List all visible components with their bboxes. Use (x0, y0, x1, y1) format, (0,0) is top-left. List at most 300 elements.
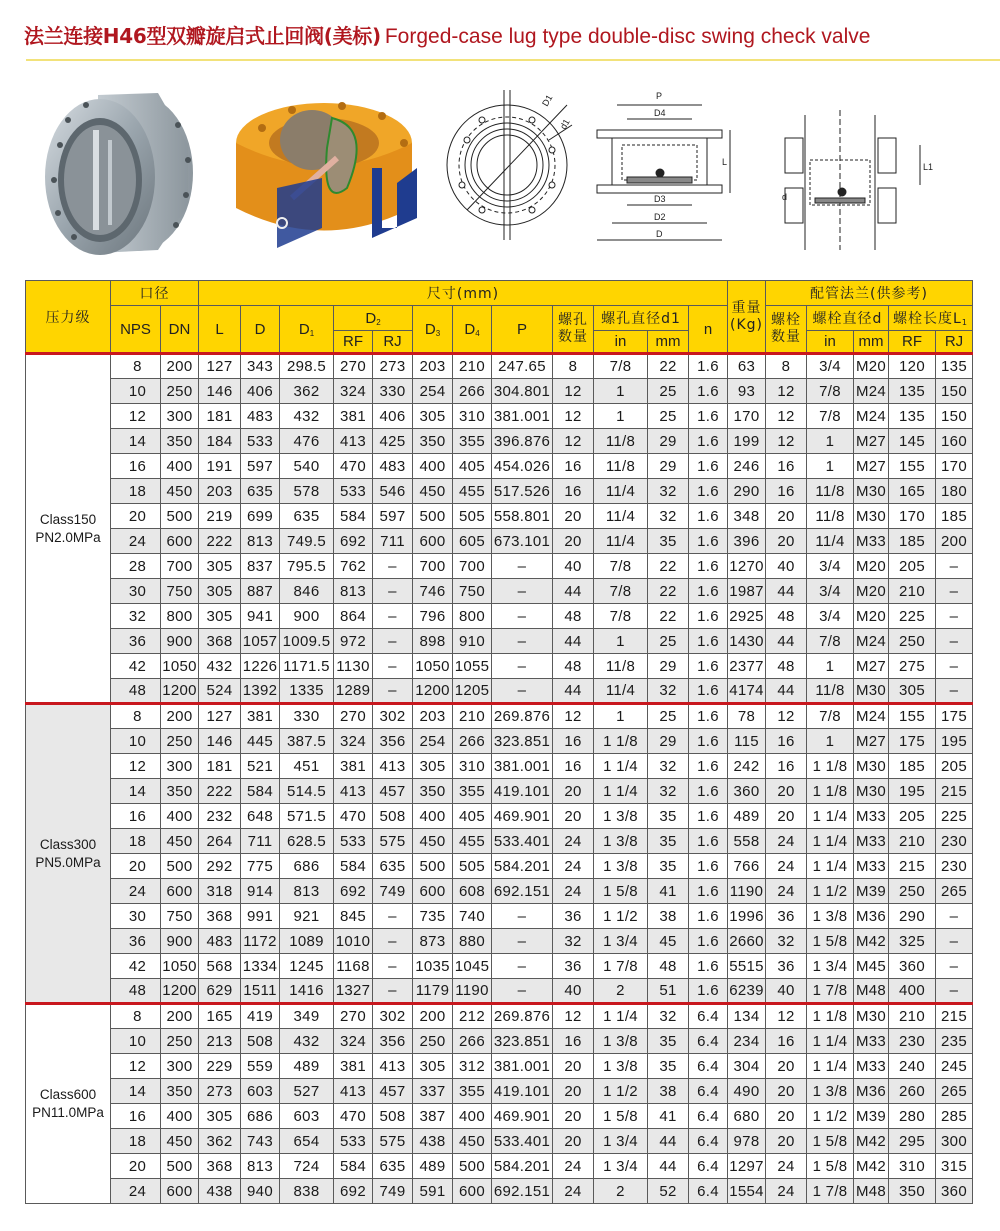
table-cell: 11/4 (594, 529, 648, 554)
table-cell: 349 (280, 1004, 334, 1029)
pressure-rating-label: PN2.0MPa (35, 529, 101, 545)
table-cell: 578 (280, 479, 334, 504)
table-cell: 8 (111, 704, 161, 729)
table-cell: 134 (728, 1004, 766, 1029)
table-cell: 48 (553, 604, 594, 629)
table-cell: 10 (111, 379, 161, 404)
table-cell: 16 (553, 479, 594, 504)
table-cell: 451 (280, 754, 334, 779)
table-cell: 600 (161, 529, 199, 554)
table-cell: 1 5/8 (594, 879, 648, 904)
table-cell: 400 (161, 804, 199, 829)
header-bolt-in: in (807, 331, 854, 354)
table-cell: 12 (553, 1004, 594, 1029)
table-cell: 1270 (728, 554, 766, 579)
table-cell: M45 (854, 954, 889, 979)
table-cell: – (492, 929, 553, 954)
table-cell: – (936, 679, 973, 704)
table-cell: 35 (648, 829, 689, 854)
table-cell: 20 (766, 529, 807, 554)
table-cell: 38 (648, 904, 689, 929)
table-cell: 212 (453, 1004, 492, 1029)
table-cell: 215 (936, 779, 973, 804)
table-cell: 735 (413, 904, 453, 929)
table-cell: 584.201 (492, 854, 553, 879)
table-cell: 1045 (453, 954, 492, 979)
table-cell: 300 (161, 404, 199, 429)
table-cell: 8 (111, 354, 161, 379)
table-cell: 36 (553, 954, 594, 979)
table-cell: 500 (453, 1154, 492, 1179)
table-cell: 165 (199, 1004, 241, 1029)
table-cell: – (492, 654, 553, 679)
table-cell: M48 (854, 979, 889, 1004)
table-cell: 280 (889, 1104, 936, 1129)
table-cell: 699 (241, 504, 280, 529)
table-cell: 25 (648, 704, 689, 729)
table-cell: 1 1/4 (594, 779, 648, 804)
table-cell: 6.4 (689, 1129, 728, 1154)
table-cell: 1050 (161, 954, 199, 979)
table-cell: M20 (854, 579, 889, 604)
table-cell: 200 (161, 704, 199, 729)
table-cell: 455 (453, 479, 492, 504)
table-cell: 381.001 (492, 404, 553, 429)
table-cell: 813 (241, 1154, 280, 1179)
table-cell: 508 (373, 804, 413, 829)
table-cell: 18 (111, 1129, 161, 1154)
table-cell: 270 (334, 1004, 373, 1029)
table-cell: 20 (766, 779, 807, 804)
table-cell: 1 1/8 (807, 754, 854, 779)
table-cell: 213 (199, 1029, 241, 1054)
table-cell: 44 (766, 629, 807, 654)
table-cell: 584 (334, 854, 373, 879)
table-cell: 419 (241, 1004, 280, 1029)
table-cell: 2 (594, 979, 648, 1004)
table-cell: 265 (936, 1079, 973, 1104)
table-cell: 215 (936, 1004, 973, 1029)
header-d2-rf: RF (334, 331, 373, 354)
table-cell: 1 (807, 429, 854, 454)
table-cell: 16 (553, 1029, 594, 1054)
table-cell: 900 (280, 604, 334, 629)
table-cell: 517.526 (492, 479, 553, 504)
table-cell: 533.401 (492, 829, 553, 854)
table-cell: 813 (241, 529, 280, 554)
table-cell: 1 1/4 (807, 1029, 854, 1054)
table-cell: 298.5 (280, 354, 334, 379)
table-cell: 533 (334, 829, 373, 854)
table-cell: 4174 (728, 679, 766, 704)
table-cell: 300 (161, 754, 199, 779)
table-cell: 750 (161, 579, 199, 604)
table-cell: 1 3/8 (807, 1079, 854, 1104)
table-cell: 14 (111, 1079, 161, 1104)
table-cell: 234 (728, 1029, 766, 1054)
table-cell: 35 (648, 804, 689, 829)
table-cell: 44 (766, 579, 807, 604)
table-cell: 1554 (728, 1179, 766, 1204)
table-cell: 48 (111, 679, 161, 704)
table-cell: 600 (161, 879, 199, 904)
table-cell: 900 (161, 629, 199, 654)
header-dimensions: 尺寸(mm) (199, 281, 728, 306)
table-cell: 425 (373, 429, 413, 454)
table-cell: 44 (648, 1129, 689, 1154)
table-cell: 686 (280, 854, 334, 879)
table-cell: 6.4 (689, 1029, 728, 1054)
table-cell: 25 (648, 404, 689, 429)
table-cell: 200 (161, 354, 199, 379)
table-cell: 1.6 (689, 579, 728, 604)
table-cell: – (936, 579, 973, 604)
table-cell: 343 (241, 354, 280, 379)
table-cell: 18 (111, 479, 161, 504)
table-cell: 12 (553, 404, 594, 429)
table-cell: 305 (889, 679, 936, 704)
table-cell: 24 (766, 829, 807, 854)
table-cell: 505 (453, 854, 492, 879)
table-cell: M33 (854, 1054, 889, 1079)
table-cell: 1.6 (689, 829, 728, 854)
table-cell: – (373, 904, 413, 929)
table-cell: 3/4 (807, 579, 854, 604)
table-cell: 20 (553, 1079, 594, 1104)
table-cell: 20 (766, 1079, 807, 1104)
table-cell: 450 (161, 479, 199, 504)
table-cell: 24 (766, 1154, 807, 1179)
table-cell: 350 (413, 429, 453, 454)
table-cell: 575 (373, 1129, 413, 1154)
label-d4: D4 (654, 108, 666, 118)
table-cell: 1 1/4 (807, 829, 854, 854)
table-cell: 266 (453, 1029, 492, 1054)
table-cell: 7/8 (807, 629, 854, 654)
table-cell: M27 (854, 729, 889, 754)
table-row (26, 954, 973, 979)
table-cell: 150 (936, 404, 973, 429)
table-cell: 7/8 (807, 404, 854, 429)
table-cell: 235 (936, 1029, 973, 1054)
table-row (26, 1154, 973, 1179)
table-cell: 200 (161, 1004, 199, 1029)
table-cell: 210 (889, 1004, 936, 1029)
table-cell: 180 (936, 479, 973, 504)
table-cell: 350 (413, 779, 453, 804)
table-cell: 608 (453, 879, 492, 904)
table-cell: 692 (334, 529, 373, 554)
table-cell: – (936, 604, 973, 629)
table-cell: 146 (199, 729, 241, 754)
table-cell: 1179 (413, 979, 453, 1004)
table-cell: 203 (199, 479, 241, 504)
table-cell: 546 (373, 479, 413, 504)
front-view-drawing (437, 85, 587, 240)
table-cell: 12 (766, 404, 807, 429)
table-header (26, 281, 973, 354)
table-cell: 837 (241, 554, 280, 579)
table-cell: 20 (553, 529, 594, 554)
table-cell: 302 (373, 1004, 413, 1029)
table-cell: 483 (373, 454, 413, 479)
table-cell: 7/8 (807, 704, 854, 729)
table-cell: 20 (766, 1054, 807, 1079)
table-cell: 7/8 (594, 554, 648, 579)
table-cell: 600 (413, 879, 453, 904)
table-cell: 11/4 (594, 479, 648, 504)
table-cell: 470 (334, 454, 373, 479)
table-cell: 360 (728, 779, 766, 804)
table-cell: 795.5 (280, 554, 334, 579)
table-cell: 11/8 (807, 679, 854, 704)
table-cell: 1 5/8 (807, 1154, 854, 1179)
table-row (26, 429, 973, 454)
table-cell: 2925 (728, 604, 766, 629)
table-cell: 20 (553, 1054, 594, 1079)
table-cell: 1 3/8 (594, 854, 648, 879)
table-cell: 1.6 (689, 404, 728, 429)
table-cell: 7/8 (594, 604, 648, 629)
table-cell: 20 (553, 1129, 594, 1154)
table-cell: 940 (241, 1179, 280, 1204)
table-cell: 44 (553, 629, 594, 654)
header-weight: 重量 (Kg) (728, 281, 766, 354)
table-cell: 127 (199, 704, 241, 729)
table-cell: 419.101 (492, 779, 553, 804)
table-cell: 32 (648, 504, 689, 529)
table-cell: 500 (413, 854, 453, 879)
table-cell: 225 (889, 604, 936, 629)
table-cell: 269.876 (492, 1004, 553, 1029)
table-cell: 270 (334, 354, 373, 379)
header-hole-count: 螺孔 数量 (553, 306, 594, 354)
table-cell: 135 (889, 404, 936, 429)
table-cell: 898 (413, 629, 453, 654)
table-cell: 195 (889, 779, 936, 804)
table-row (26, 654, 973, 679)
table-cell: 229 (199, 1054, 241, 1079)
table-cell: 30 (111, 904, 161, 929)
table-cell: – (373, 579, 413, 604)
table-cell: 673.101 (492, 529, 553, 554)
table-cell: 16 (766, 729, 807, 754)
table-cell: 362 (199, 1129, 241, 1154)
table-cell: 40 (766, 554, 807, 579)
table-cell: 1511 (241, 979, 280, 1004)
table-cell: 44 (648, 1154, 689, 1179)
table-cell: 381 (241, 704, 280, 729)
pressure-rating-label: PN5.0MPa (35, 854, 101, 870)
table-cell: 219 (199, 504, 241, 529)
table-cell: 1055 (453, 654, 492, 679)
table-cell: 1050 (413, 654, 453, 679)
table-cell: 32 (648, 1004, 689, 1029)
table-cell: M30 (854, 679, 889, 704)
header-bore: 口径 (111, 281, 199, 306)
table-cell: 3/4 (807, 554, 854, 579)
table-cell: 24 (766, 854, 807, 879)
table-cell: 12 (111, 754, 161, 779)
table-cell: 337 (413, 1079, 453, 1104)
table-cell: 323.851 (492, 1029, 553, 1054)
table-cell: 10 (111, 729, 161, 754)
table-cell: 591 (413, 1179, 453, 1204)
table-cell: 175 (936, 704, 973, 729)
table-cell: 24 (111, 529, 161, 554)
table-cell: 10 (111, 1029, 161, 1054)
table-cell: 368 (199, 1154, 241, 1179)
table-cell: 20 (111, 854, 161, 879)
table-cell: 381 (334, 754, 373, 779)
table-row (26, 1129, 973, 1154)
table-cell: 406 (241, 379, 280, 404)
table-cell: 25 (648, 629, 689, 654)
table-cell: 20 (111, 504, 161, 529)
table-cell: 1 (807, 654, 854, 679)
table-cell: M24 (854, 404, 889, 429)
table-cell: 489 (728, 804, 766, 829)
product-images (0, 60, 1000, 270)
table-cell: M20 (854, 604, 889, 629)
table-cell: 692.151 (492, 879, 553, 904)
table-cell: 1 5/8 (807, 929, 854, 954)
header-hole-in: in (594, 331, 648, 354)
table-cell: 1.6 (689, 804, 728, 829)
table-cell: 11/4 (807, 529, 854, 554)
table-cell: 155 (889, 704, 936, 729)
table-cell: 396 (728, 529, 766, 554)
table-cell: 22 (648, 579, 689, 604)
table-cell: 305 (199, 579, 241, 604)
table-cell: 16 (111, 804, 161, 829)
table-cell: 1.6 (689, 504, 728, 529)
table-cell: – (373, 679, 413, 704)
spec-table (25, 280, 973, 1204)
table-cell: M42 (854, 929, 889, 954)
pressure-class-cell (26, 704, 111, 1004)
table-cell: 469.901 (492, 1104, 553, 1129)
table-cell: 24 (553, 1179, 594, 1204)
header-bolt-rf: RF (889, 331, 936, 354)
table-cell: 12 (766, 379, 807, 404)
table-cell: 24 (553, 1154, 594, 1179)
table-cell: 3/4 (807, 604, 854, 629)
table-cell: 1996 (728, 904, 766, 929)
table-cell: 36 (766, 904, 807, 929)
table-cell: 1.6 (689, 379, 728, 404)
label-d3: D3 (654, 194, 666, 204)
table-cell: 368 (199, 904, 241, 929)
table-cell: 12 (553, 379, 594, 404)
table-cell: 145 (889, 429, 936, 454)
table-cell: 210 (889, 829, 936, 854)
table-cell: 250 (161, 1029, 199, 1054)
table-cell: 1 1/2 (807, 1104, 854, 1129)
table-cell: 405 (453, 804, 492, 829)
table-cell: 559 (241, 1054, 280, 1079)
table-row (26, 1179, 973, 1204)
table-cell: 711 (241, 829, 280, 854)
page-title (24, 20, 870, 49)
table-cell: 35 (648, 1029, 689, 1054)
table-cell: 304.801 (492, 379, 553, 404)
table-cell: 533 (241, 429, 280, 454)
table-cell: 184 (199, 429, 241, 454)
table-cell: 603 (241, 1079, 280, 1104)
table-cell: 362 (280, 379, 334, 404)
table-cell: M20 (854, 554, 889, 579)
table-cell: 749 (373, 1179, 413, 1204)
table-cell: 1 1/2 (594, 1079, 648, 1104)
table-cell: 165 (889, 479, 936, 504)
table-cell: 1 (594, 629, 648, 654)
table-cell: – (373, 604, 413, 629)
table-cell: 483 (241, 404, 280, 429)
table-cell: M27 (854, 429, 889, 454)
table-cell: 254 (413, 729, 453, 754)
table-cell: 12 (766, 704, 807, 729)
table-cell: 20 (766, 1129, 807, 1154)
table-row (26, 1079, 973, 1104)
table-cell: – (492, 554, 553, 579)
table-cell: 1 1/4 (594, 1004, 648, 1029)
table-cell: 450 (453, 1129, 492, 1154)
table-cell: – (936, 629, 973, 654)
table-cell: 470 (334, 804, 373, 829)
header-hole-diameter: 螺孔直径d1 (594, 306, 689, 331)
table-row (26, 354, 973, 379)
table-cell: 686 (241, 1104, 280, 1129)
table-cell: 413 (373, 754, 413, 779)
table-cell: 1200 (161, 679, 199, 704)
pressure-class-cell (26, 354, 111, 704)
table-row (26, 1054, 973, 1079)
table-cell: 185 (889, 529, 936, 554)
table-cell: 1 3/4 (807, 954, 854, 979)
table-cell: 240 (889, 1054, 936, 1079)
table-cell: 483 (199, 929, 241, 954)
table-cell: 750 (453, 579, 492, 604)
table-cell: 230 (936, 854, 973, 879)
table-cell: 127 (199, 354, 241, 379)
table-cell: – (936, 554, 973, 579)
table-cell: 746 (413, 579, 453, 604)
table-cell: 24 (111, 1179, 161, 1204)
table-row (26, 704, 973, 729)
label-small-d: d (782, 192, 788, 202)
table-cell: 1 1/8 (807, 1004, 854, 1029)
table-cell: 32 (111, 604, 161, 629)
header-hole-mm: mm (648, 331, 689, 354)
table-cell: 260 (889, 1079, 936, 1104)
table-cell: 387 (413, 1104, 453, 1129)
table-cell: 1.6 (689, 429, 728, 454)
table-cell: 203 (413, 704, 453, 729)
table-cell: 533.401 (492, 1129, 553, 1154)
table-row (26, 579, 973, 604)
table-cell: 24 (553, 879, 594, 904)
table-cell: M30 (854, 1004, 889, 1029)
table-cell: 450 (161, 829, 199, 854)
table-cell: 381 (334, 404, 373, 429)
table-cell: 1 (807, 729, 854, 754)
table-cell: 1.6 (689, 704, 728, 729)
table-cell: 1 3/4 (594, 929, 648, 954)
table-cell: 8 (111, 1004, 161, 1029)
table-cell: 1 (594, 379, 648, 404)
table-cell: 185 (936, 504, 973, 529)
